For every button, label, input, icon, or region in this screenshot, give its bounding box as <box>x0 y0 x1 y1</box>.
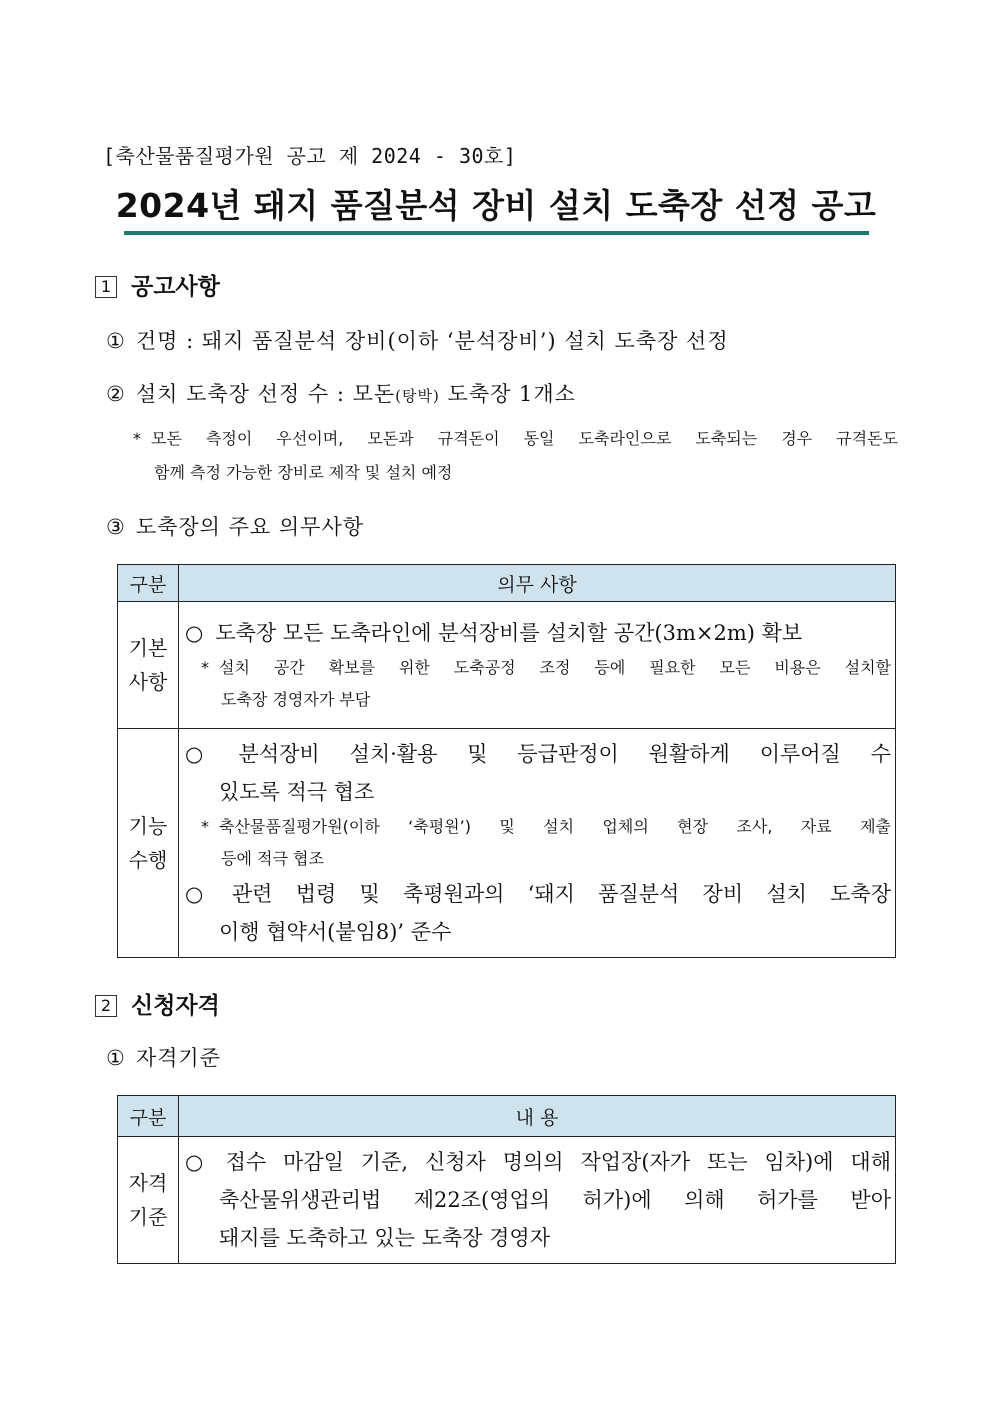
table-header-cell: 구분 <box>118 565 179 602</box>
notice-number: [축산물품질평가원 공고 제 2024 - 30호] <box>103 144 517 168</box>
count-note <box>133 422 898 490</box>
note-line: 함께 측정 가능한 장비로 제작 및 설치 예정 <box>154 463 453 482</box>
bullet-icon: ○ <box>185 882 220 906</box>
bullet-text: 도축장 모든 도축라인에 분석장비를 설치할 공간(3m×2m) 확보 <box>215 621 803 645</box>
sub-note-text: 설치 공간 확보를 위한 도축공정 조정 등에 필요한 모든 비용은 설치할 <box>219 658 891 677</box>
row-label <box>118 1137 179 1264</box>
sub-note-text: 등에 적극 협조 <box>221 849 324 868</box>
row-label-line: 기준 <box>128 1205 168 1229</box>
table-header-row <box>118 565 896 602</box>
sub-note <box>185 811 891 843</box>
note-star: * <box>133 429 141 448</box>
bullet-text: 축산물위생관리법 제22조(영업의 허가)에 의해 허가를 받아 <box>219 1188 891 1212</box>
row-label-line: 자격 <box>128 1171 168 1195</box>
criteria-table <box>117 1095 896 1264</box>
row-content <box>179 602 896 729</box>
table-header-cell: 의무 사항 <box>179 565 896 602</box>
row-label-line: 사항 <box>128 670 168 694</box>
bullet-icon: ○ <box>185 1150 214 1174</box>
section-1-title: 공고사항 <box>131 273 220 300</box>
table-row <box>118 729 896 958</box>
table-header-cell: 내 용 <box>179 1096 896 1137</box>
item-count <box>106 378 576 408</box>
bullet-line <box>185 735 891 773</box>
item-marker: ① <box>106 1046 126 1070</box>
row-label <box>118 602 179 729</box>
bullet-icon: ○ <box>185 742 227 766</box>
item-marker: ③ <box>106 515 126 539</box>
item-subject <box>106 325 729 355</box>
row-label-line: 기능 <box>128 814 168 838</box>
note-star: * <box>201 658 209 677</box>
row-content <box>179 729 896 958</box>
sub-note-text: 축산물품질평가원(이하 ‘축평원’) 및 설치 업체의 현장 조사, 자료 제출 <box>219 817 891 836</box>
page-title: 2024년 돼지 품질분석 장비 설치 도축장 선정 공고 <box>115 186 877 225</box>
sub-note-text: 도축장 경영자가 부담 <box>221 690 371 709</box>
section-2-number: 2 <box>95 995 117 1017</box>
bullet-text: 관련 법령 및 축평원과의 ‘돼지 품질분석 장비 설치 도축장 <box>231 882 892 906</box>
row-label <box>118 729 179 958</box>
item-marker: ① <box>106 329 126 353</box>
row-label-line: 수행 <box>128 848 168 872</box>
item-text: 설치 도축장 선정 수 : 모돈 <box>135 382 396 406</box>
section-2-title: 신청자격 <box>131 992 220 1019</box>
bullet-line <box>185 614 891 652</box>
section-2-heading <box>95 987 220 1020</box>
item-marker: ② <box>106 382 126 406</box>
table-row <box>118 1137 896 1264</box>
section-1-number: 1 <box>95 276 117 298</box>
item-text: 건명 : 돼지 품질분석 장비(이하 ‘분석장비’) 설치 도축장 선정 <box>135 329 729 353</box>
item-text: 자격기준 <box>135 1046 221 1070</box>
item-criteria <box>106 1042 221 1072</box>
bullet-text: 접수 마감일 기준, 신청자 명의의 작업장(자가 또는 임차)에 대해 <box>225 1150 891 1174</box>
bullet-text: 돼지를 도축하고 있는 도축장 경영자 <box>219 1226 550 1250</box>
table-header-row <box>118 1096 896 1137</box>
item-text: 도축장의 주요 의무사항 <box>135 515 365 539</box>
sub-note <box>185 652 891 684</box>
item-text-paren: (탕박) <box>395 387 440 405</box>
duties-table <box>117 564 896 958</box>
note-text: 모돈 측정이 우선이며, 모돈과 규격돈이 동일 도축라인으로 도축되는 경우 규격돈도 <box>151 429 898 448</box>
item-text: 도축장 1개소 <box>439 382 576 406</box>
table-header-cell: 구분 <box>118 1096 179 1137</box>
title-underline <box>124 231 869 235</box>
table-row <box>118 602 896 729</box>
note-line <box>133 422 898 456</box>
bullet-icon: ○ <box>185 621 204 645</box>
section-1-heading <box>95 268 220 301</box>
row-content <box>179 1137 896 1264</box>
bullet-line <box>185 1143 891 1181</box>
bullet-text: 분석장비 설치·활용 및 등급판정이 원활하게 이루어질 수 <box>238 742 891 766</box>
item-duties <box>106 511 364 541</box>
note-star: * <box>201 817 209 836</box>
bullet-text: 있도록 적극 협조 <box>219 780 375 804</box>
bullet-text: 이행 협약서(붙임8)’ 준수 <box>219 920 452 944</box>
row-label-line: 기본 <box>128 636 168 660</box>
bullet-line <box>185 875 891 913</box>
